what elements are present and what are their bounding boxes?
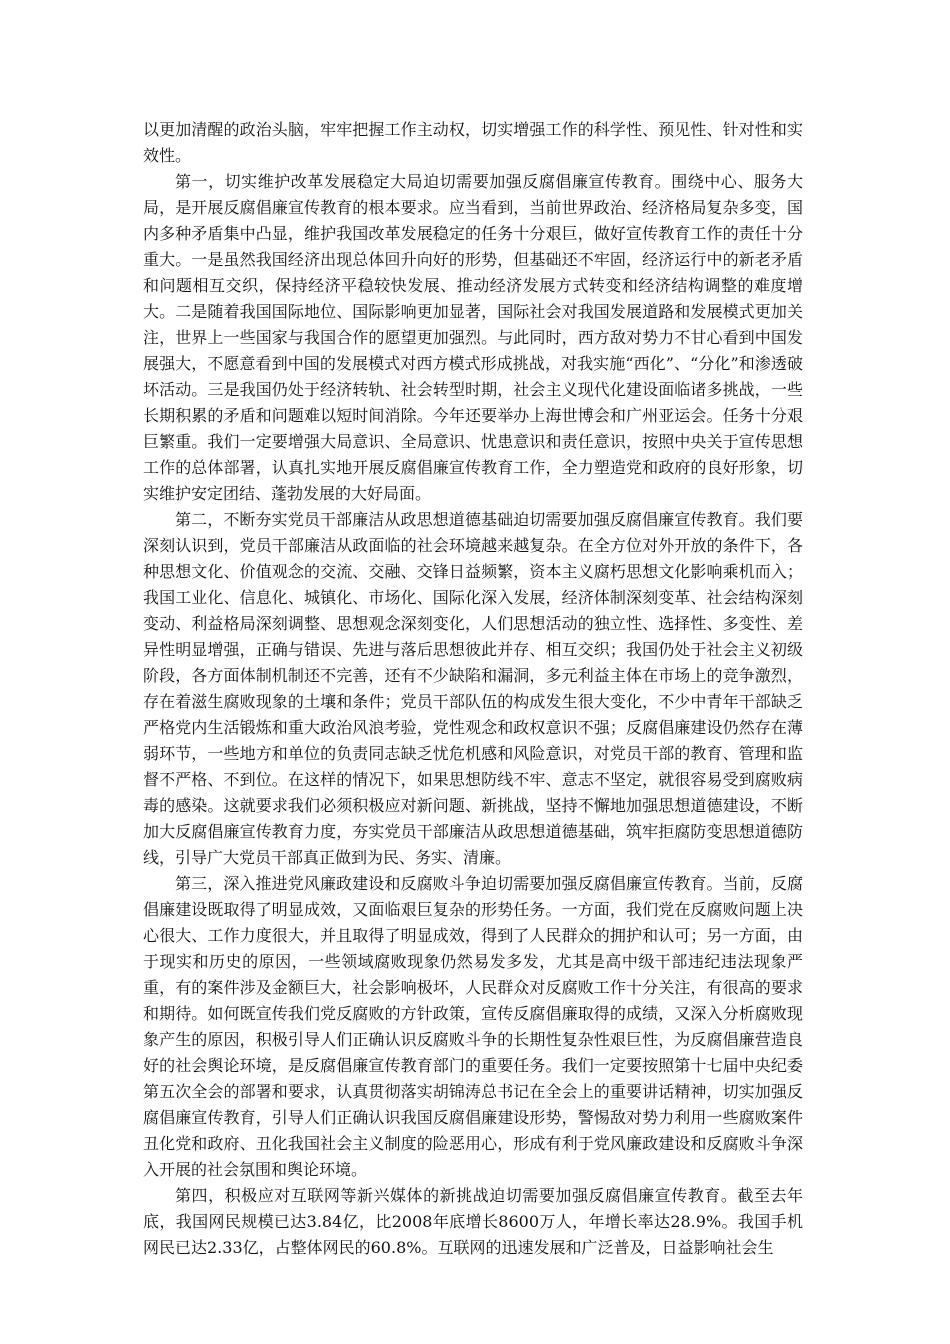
paragraph-continuation: 以更加清醒的政治头脑，牢牢把握工作主动权，切实增强工作的科学性、预见性、针对性和实效性。 <box>143 120 803 165</box>
paragraph-third: 第三，深入推进党风廉政建设和反腐败斗争迫切需要加强反腐倡廉宣传教育。当前，反腐倡廉建设既取得了明显成效，又面临艰巨复杂的形势任务。一方面，我们党在反腐败问题上决心很大、工作力度很大，并且取得了明显成效，得到了人民群众的拥护和认可；另一方面，由于现实和历史的原因，一些领域腐败现象仍然易发多发，尤其是高中级干部违纪违法现象严重，有的案件涉及金额巨大，社会影响极坏，人民群众对反腐败工作十分关注，有很高的要求和期待。如何既宣传我们党反腐败的方针政策，宣传反腐倡廉取得的成绩，又深入分析腐败现象产生的原因，积极引导人们正确认识反腐败斗争的长期性复杂性艰巨性，为反腐倡廉营造良好的社会舆论环境，是反腐倡廉宣传教育部门的重要任务。我们一定要按照第十七届中央纪委第五次全会的部署和要求，认真贯彻落实胡锦涛总书记在全会上的重要讲话精神，切实加强反腐倡廉宣传教育，引导人们正确认识我国反腐倡廉建设形势，警惕敌对势力利用一些腐败案件丑化党和政府、丑化我国社会主义制度的险恶用心，形成有利于党风廉政建设和反腐败斗争深入开展的社会氛围和舆论环境。 <box>143 874 803 1179</box>
paragraph-fourth: 第四，积极应对互联网等新兴媒体的新挑战迫切需要加强反腐倡廉宣传教育。截至去年底，我国网民规模已达3.84亿，比2008年底增长8600万人，年增长率达28.9%。我国手机网民已达2.33亿，占整体网民的60.8%。互联网的迅速发展和广泛普及，日益影响社会生 <box>143 1186 803 1257</box>
document-body <box>143 117 803 1261</box>
paragraph-first: 第一，切实维护改革发展稳定大局迫切需要加强反腐倡廉宣传教育。围绕中心、服务大局，是开展反腐倡廉宣传教育的根本要求。应当看到，当前世界政治、经济格局复杂多变，国内多种矛盾集中凸显，维护我国改革发展稳定的任务十分艰巨，做好宣传教育工作的责任十分重大。一是虽然我国经济出现总体回升向好的形势，但基础还不牢固，经济运行中的新老矛盾和问题相互交织，保持经济平稳较快发展、推动经济发展方式转变和经济结构调整的难度增大。二是随着我国国际地位、国际影响更加显著，国际社会对我国发展道路和发展模式更加关注，世界上一些国家与我国合作的愿望更加强烈。与此同时，西方敌对势力不甘心看到中国发展强大，不愿意看到中国的发展模式对西方模式形成挑战，对我实施“西化”、“分化”和渗透破坏活动。三是我国仍处于经济转轨、社会转型时期，社会主义现代化建设面临诸多挑战，一些长期积累的矛盾和问题难以短时间消除。今年还要举办上海世博会和广州亚运会。任务十分艰巨繁重。我们一定要增强大局意识、全局意识、忧患意识和责任意识，按照中央关于宣传思想工作的总体部署，认真扎实地开展反腐倡廉宣传教育工作，全力塑造党和政府的良好形象，切实维护安定团结、蓬勃发展的大好局面。 <box>143 172 803 503</box>
paragraph-second: 第二，不断夯实党员干部廉洁从政思想道德基础迫切需要加强反腐倡廉宣传教育。我们要深刻认识到，党员干部廉洁从政面临的社会环境越来越复杂。在全方位对外开放的条件下，各种思想文化、价值观念的交流、交融、交锋日益频繁，资本主义腐朽思想文化影响乘机而入；我国工业化、信息化、城镇化、市场化、国际化深入发展，经济体制深刻变革、社会结构深刻变动、利益格局深刻调整、思想观念深刻变化，人们思想活动的独立性、选择性、多变性、差异性明显增强，正确与错误、先进与落后思想彼此并存、相互交织；我国仍处于社会主义初级阶段，各方面体制机制还不完善，还有不少缺陷和漏洞，多元利益主体在市场上的竞争激烈，存在着滋生腐败现象的土壤和条件；党员干部队伍的构成发生很大变化，不少中青年干部缺乏严格党内生活锻炼和重大政治风浪考验，党性观念和政权意识不强；反腐倡廉建设仍然存在薄弱环节，一些地方和单位的负责同志缺乏忧危机感和风险意识，对党员干部的教育、管理和监督不严格、不到位。在这样的情况下，如果思想防线不牢、意志不坚定，就很容易受到腐败病毒的感染。这就要求我们必须积极应对新问题、新挑战，坚持不懈地加强思想道德建设，不断加大反腐倡廉宣传教育力度，夯实党员干部廉洁从政思想道德基础，筑牢拒腐防变思想道德防线，引导广大党员干部真正做到为民、务实、清廉。 <box>143 510 803 867</box>
